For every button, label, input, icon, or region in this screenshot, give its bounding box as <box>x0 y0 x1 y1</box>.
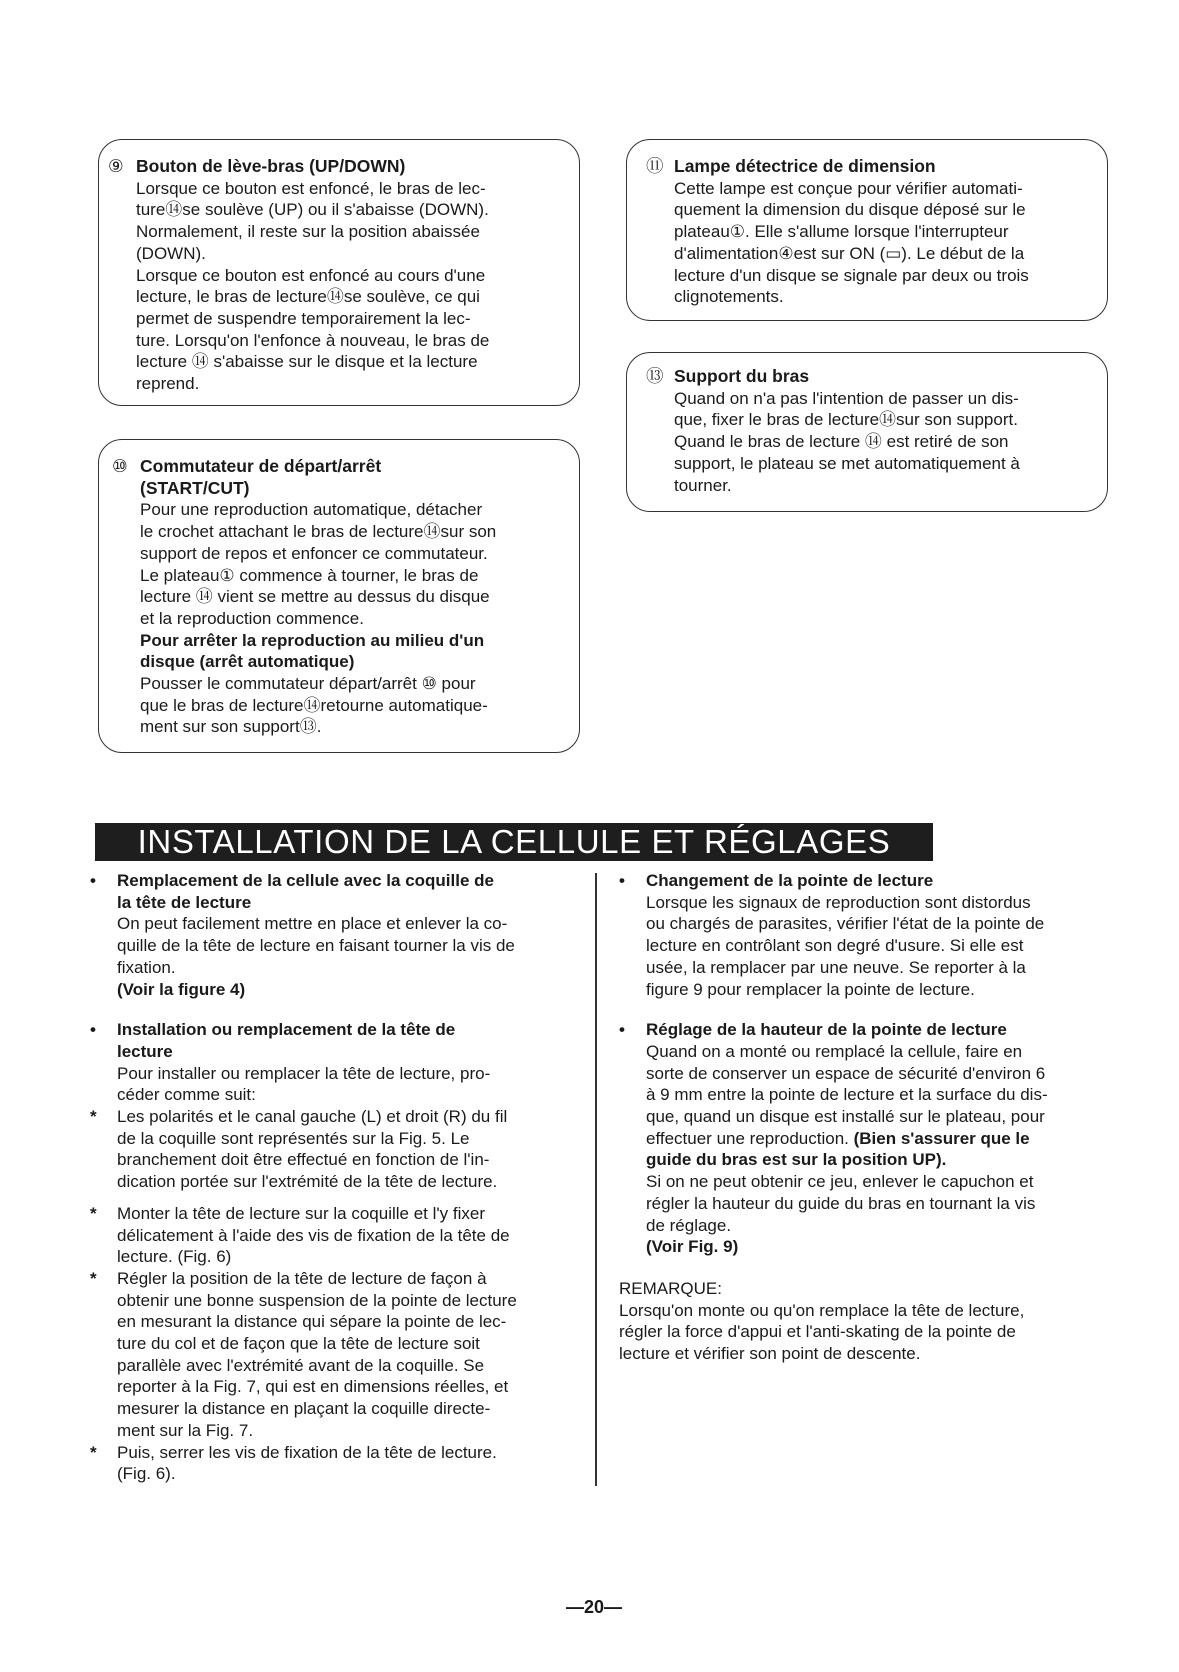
box-title: Lampe détectrice de dimension <box>674 156 936 176</box>
text-line: figure 9 pour remplacer la pointe de lecture. <box>646 979 975 999</box>
text-run: effectuer une reproduction. <box>646 1128 854 1148</box>
text-line: Monter la tête de lecture sur la coquille et l'y fixer <box>117 1203 485 1223</box>
text-line: lecture, le bras de lecture⑭se soulève, ce qui <box>136 287 480 307</box>
item-title: Remplacement de la cellule avec la coquille de <box>117 871 494 890</box>
text-line: Quand le bras de lecture ⑭ est retiré de son <box>674 432 1009 452</box>
item-number: ⑪ <box>646 156 664 176</box>
text-line: de la coquille sont représentés sur la Fig. 5. Le <box>117 1128 470 1148</box>
text-line: mesurer la distance en plaçant la coquille directe- <box>117 1399 491 1419</box>
text-line: tourner. <box>674 475 732 495</box>
subheading-line2: disque (arrêt automatique) <box>140 652 355 672</box>
text-line: ment sur la Fig. 7. <box>117 1420 254 1440</box>
text-line: Pousser le commutateur départ/arrêt ⑩ pour <box>140 674 476 694</box>
text-line: quille de la tête de lecture en faisant tourner la vis de <box>117 936 515 956</box>
text-line: quement la dimension du disque déposé sur le <box>674 200 1026 220</box>
section-banner: INSTALLATION DE LA CELLULE ET RÉGLAGES <box>95 823 933 861</box>
text-line: d'alimentation④est sur ON (▭). Le début de la <box>674 243 1025 263</box>
right-column <box>619 870 1105 1365</box>
list-item <box>90 1442 572 1485</box>
text-line: lecture ⑭ s'abaisse sur le disque et la lecture <box>136 352 478 372</box>
text-line: ture du col et de façon que la tête de lecture soit <box>117 1334 480 1354</box>
text-line: Pour une reproduction automatique, détacher <box>140 500 483 520</box>
text-line: obtenir une bonne suspension de la pointe de lecture <box>117 1290 517 1310</box>
text-line <box>646 1128 1105 1150</box>
subheading: Pour arrêter la reproduction au milieu d'un <box>140 630 485 650</box>
item-title: Réglage de la hauteur de la pointe de lecture <box>646 1020 1007 1040</box>
text-line: Pour installer ou remplacer la tête de lecture, pro- <box>117 1063 491 1083</box>
text-line: Lorsque ce bouton est enfoncé au cours d'une <box>136 265 486 285</box>
text-line: lecture d'un disque se signale par deux ou trois <box>674 265 1029 285</box>
box-arm-rest-content <box>646 366 1096 496</box>
text-line: clignotements. <box>674 287 784 307</box>
asterisk-icon: * <box>90 1268 97 1288</box>
box-size-lamp-content <box>646 156 1096 308</box>
remark-title: REMARQUE: <box>619 1278 722 1298</box>
box-start-cut-content <box>112 456 568 738</box>
item-title-line2: la tête de lecture <box>117 892 252 912</box>
box-title: Bouton de lève-bras (UP/DOWN) <box>136 156 406 176</box>
figure-reference: (Voir Fig. 9) <box>646 1237 739 1257</box>
bullet-icon: • <box>619 871 625 890</box>
emphasis-run: (Bien s'assurer que le <box>853 1128 1030 1148</box>
bullet-icon: • <box>90 1020 96 1040</box>
text-line: ture. Lorsqu'on l'enfonce à nouveau, le bras de <box>136 330 490 350</box>
text-line: support, le plateau se met automatiquement à <box>674 453 1020 473</box>
item-number: ⑩ <box>112 456 128 476</box>
text-line: à 9 mm entre la pointe de lecture et la surface du dis- <box>646 1085 1048 1105</box>
column-divider <box>595 873 597 1486</box>
text-line: Lorsque les signaux de reproduction sont distordus <box>646 892 1031 912</box>
text-line: ture⑭se soulève (UP) ou il s'abaisse (DOWN). <box>136 200 489 220</box>
list-item <box>90 1106 572 1193</box>
text-line: ou chargés de parasites, vérifier l'état de la pointe de <box>646 914 1045 934</box>
text-line: plateau①. Elle s'allume lorsque l'interrupteur <box>674 222 1009 242</box>
list-item <box>619 870 1105 1000</box>
text-line: et la reproduction commence. <box>140 608 364 628</box>
list-item <box>90 870 572 1000</box>
item-title: Changement de la pointe de lecture <box>646 871 934 890</box>
text-line: lecture. (Fig. 6) <box>117 1247 232 1267</box>
text-line: usée, la remplacer par une neuve. Se reporter à la <box>646 957 1026 977</box>
item-number: ⑬ <box>646 366 664 386</box>
text-line: que, fixer le bras de lecture⑭sur son support. <box>674 410 1018 430</box>
text-line: permet de suspendre temporairement la lec- <box>136 308 471 328</box>
text-line: que, quand un disque est installé sur le plateau, pour <box>646 1107 1045 1127</box>
text-line: Normalement, il reste sur la position abaissée <box>136 222 480 242</box>
item-title: Installation ou remplacement de la tête de <box>117 1020 456 1040</box>
text-line: sorte de conserver un espace de sécurité d'environ 6 <box>646 1063 1046 1083</box>
text-line: Puis, serrer les vis de fixation de la tête de lecture. <box>117 1442 497 1462</box>
text-line: Régler la position de la tête de lecture de façon à <box>117 1268 487 1288</box>
text-line: Lorsque ce bouton est enfoncé, le bras de lec- <box>136 178 486 198</box>
item-title-line2: lecture <box>117 1041 173 1061</box>
list-item <box>90 1019 572 1106</box>
text-line: que le bras de lecture⑭retourne automatique- <box>140 695 488 715</box>
text-line: en mesurant la distance qui sépare la pointe de lec- <box>117 1312 507 1332</box>
asterisk-icon: * <box>90 1203 97 1223</box>
text-line: reprend. <box>136 374 200 394</box>
box-lift-button-content <box>108 156 568 395</box>
list-item <box>90 1268 572 1442</box>
figure-reference: (Voir la figure 4) <box>117 979 246 999</box>
text-line: Cette lampe est conçue pour vérifier automati- <box>674 178 1023 198</box>
text-line: reporter à la Fig. 7, qui est en dimensions réelles, et <box>117 1377 509 1397</box>
text-line: Les polarités et le canal gauche (L) et droit (R) du fil <box>117 1107 508 1127</box>
text-line: (DOWN). <box>136 243 206 263</box>
text-line: ment sur son support⑬. <box>140 717 322 737</box>
text-line: céder comme suit: <box>117 1085 256 1105</box>
text-line: Quand on n'a pas l'intention de passer un dis- <box>674 388 1019 408</box>
list-item <box>90 1203 572 1268</box>
text-line: lecture et vérifier son point de descente. <box>619 1344 921 1364</box>
text-line: délicatement à l'aide des vis de fixation de la tête de <box>117 1225 510 1245</box>
text-line: Le plateau① commence à tourner, le bras de <box>140 565 479 585</box>
text-line: support de repos et enfoncer ce commutateur. <box>140 543 488 563</box>
text-line: branchement doit être effectué en fonction de l'in- <box>117 1150 490 1170</box>
text-line: régler la force d'appui et l'anti-skating de la pointe de <box>619 1322 1016 1342</box>
box-title: Support du bras <box>674 366 810 386</box>
left-column <box>90 870 572 1485</box>
text-line: le crochet attachant le bras de lecture⑭sur son <box>140 522 497 542</box>
item-number: ⑨ <box>108 156 124 176</box>
text-line: de réglage. <box>646 1215 732 1235</box>
list-item <box>619 1019 1105 1258</box>
emphasis-line: guide du bras est sur la position UP). <box>646 1150 947 1170</box>
page-number: —20— <box>566 1597 623 1617</box>
box-title-line2: (START/CUT) <box>140 477 250 498</box>
text-line: Si on ne peut obtenir ce jeu, enlever le capuchon et <box>646 1172 1034 1192</box>
text-line: Quand on a monté ou remplacé la cellule, faire en <box>646 1041 1023 1061</box>
bullet-icon: • <box>619 1020 625 1040</box>
asterisk-icon: * <box>90 1442 97 1462</box>
bullet-icon: • <box>90 871 96 890</box>
text-line: lecture ⑭ vient se mettre au dessus du disque <box>140 587 490 607</box>
text-line: On peut facilement mettre en place et enlever la co- <box>117 914 508 934</box>
text-line: (Fig. 6). <box>117 1464 176 1484</box>
text-line: régler la hauteur du guide du bras en tournant la vis <box>646 1193 1036 1213</box>
box-title: Commutateur de départ/arrêt <box>140 456 382 476</box>
text-line: Lorsqu'on monte ou qu'on remplace la tête de lecture, <box>619 1300 1025 1320</box>
text-line: dication portée sur l'extrémité de la tête de lecture. <box>117 1172 498 1192</box>
asterisk-icon: * <box>90 1107 97 1127</box>
text-line: lecture en contrôlant son degré d'usure. Si elle est <box>646 936 1024 956</box>
text-line: fixation. <box>117 957 176 977</box>
text-line: parallèle avec l'extrémité avant de la coquille. Se <box>117 1355 485 1375</box>
